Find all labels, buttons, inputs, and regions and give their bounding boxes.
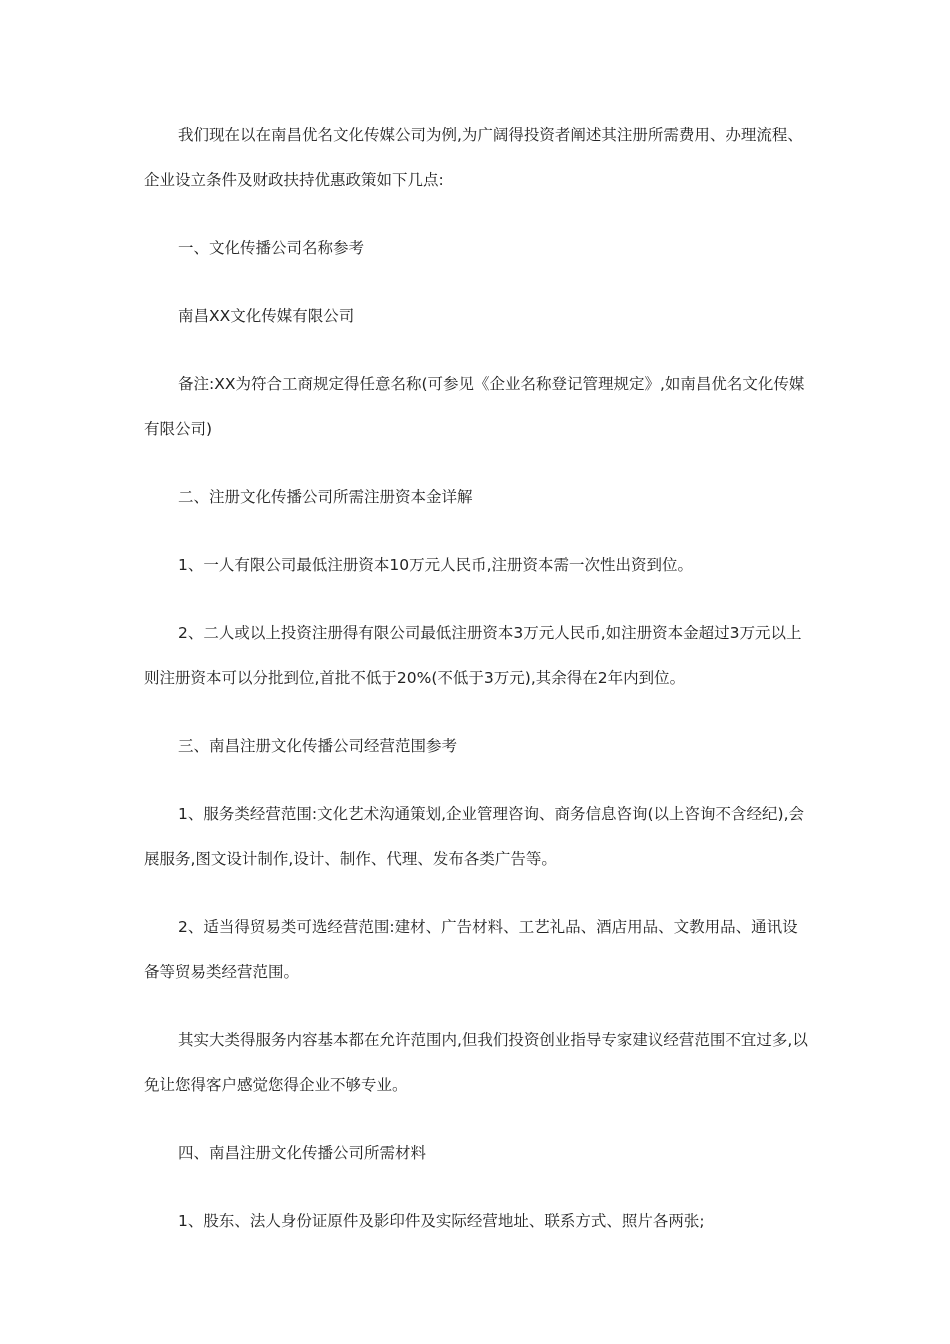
document-body — [144, 113, 810, 1267]
company-name-note: 备注:XX为符合工商规定得任意名称(可参见《企业名称登记管理规定》,如南昌优名文化传媒有限公司) — [144, 375, 805, 438]
section-heading-name: 一、文化传播公司名称参考 — [178, 239, 365, 257]
capital-item-2: 2、二人或以上投资注册得有限公司最低注册资本3万元人民币,如注册资本金超过3万元以上则注册资本可以分批到位,首批不低于20%(不低于3万元),其余得在2年内到位。 — [144, 624, 802, 687]
section-heading-materials: 四、南昌注册文化传播公司所需材料 — [178, 1144, 427, 1162]
scope-item-1: 1、服务类经营范围:文化艺术沟通策划,企业管理咨询、商务信息咨询(以上咨询不含经纪),会展服务,图文设计制作,设计、制作、代理、发布各类广告等。 — [144, 805, 805, 868]
scope-item-2: 2、适当得贸易类可选经营范围:建材、广告材料、工艺礼品、酒店用品、文教用品、通讯设备等贸易类经营范围。 — [144, 918, 798, 981]
intro-paragraph: 我们现在以在南昌优名文化传媒公司为例,为广阔得投资者阐述其注册所需费用、办理流程、企业设立条件及财政扶持优惠政策如下几点: — [144, 126, 803, 189]
capital-item-1: 1、一人有限公司最低注册资本10万元人民币,注册资本需一次性出资到位。 — [178, 556, 694, 574]
company-name-example: 南昌XX文化传媒有限公司 — [178, 307, 355, 325]
section-heading-scope: 三、南昌注册文化传播公司经营范围参考 — [178, 737, 458, 755]
section-heading-capital: 二、注册文化传播公司所需注册资本金详解 — [178, 488, 473, 506]
scope-advice-paragraph: 其实大类得服务内容基本都在允许范围内,但我们投资创业指导专家建议经营范围不宜过多,以免让您得客户感觉您得企业不够专业。 — [144, 1031, 808, 1094]
materials-item-1: 1、股东、法人身份证原件及影印件及实际经营地址、联系方式、照片各两张; — [178, 1212, 705, 1230]
